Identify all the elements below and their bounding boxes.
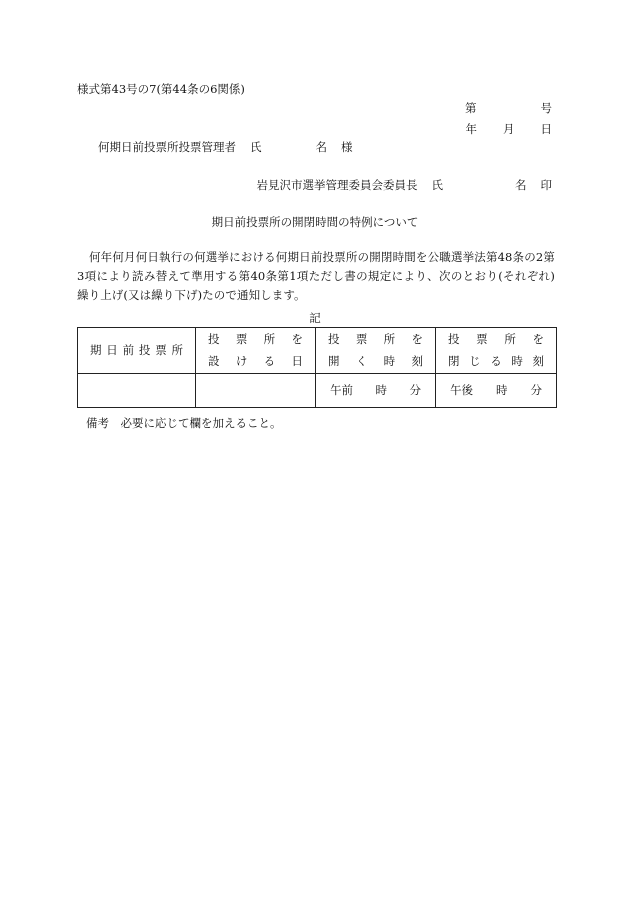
header-cell-open-day [196, 328, 316, 374]
table-header-row [78, 328, 557, 374]
date-day: 日 [540, 122, 552, 136]
number-suffix: 号 [540, 101, 552, 115]
addressee [98, 142, 353, 154]
header-open-time-line2: 開 く 時 刻 [328, 353, 423, 368]
form-id: 様式第43号の7(第44条の6関係) [77, 82, 245, 96]
header-cell-close-time [436, 328, 557, 374]
table-row [78, 374, 557, 408]
document-title: 期日前投票所の開閉時間の特例について [211, 215, 419, 229]
header-venue-text: 期 日 前 投 票 所 [90, 342, 183, 357]
date-month: 月 [503, 122, 515, 136]
sender-title: 岩見沢市選挙管理委員会委員長 [256, 178, 418, 192]
addressee-mei: 名 [315, 140, 327, 154]
date-line [466, 124, 553, 136]
cell-open-day[interactable] [196, 374, 316, 408]
note: 備考 必要に応じて欄を加えること。 [86, 416, 282, 430]
cell-open-time[interactable] [316, 374, 436, 408]
header-close-time-line1: 投 票 所 を [448, 332, 544, 346]
addressee-title: 何期日前投票所投票管理者 [98, 140, 236, 154]
date-year: 年 [465, 122, 477, 136]
sender-mei: 名 [515, 178, 527, 192]
open-time-text: 午前 時 分 [330, 382, 421, 397]
header-open-day-line2: 設 け る 日 [208, 353, 303, 368]
close-time-text: 午後 時 分 [450, 382, 542, 397]
header-open-day-line1: 投 票 所 を [208, 332, 303, 346]
document-number-line [465, 103, 552, 115]
sender [257, 180, 553, 192]
cell-close-time[interactable] [436, 374, 557, 408]
addressee-sama: 様 [341, 140, 353, 154]
ki-heading: 記 [309, 311, 321, 325]
sender-shi: 氏 [431, 178, 443, 192]
body-paragraph: 何年何月何日執行の何選挙における何期日前投票所の開閉時間を公職選挙法第48条の2第3項により読み替えて準用する第40条第1項ただし書の規定により、次のとおり(それぞれ)繰り上げ(又は繰り下げ)たので通知します。 [77, 250, 555, 302]
cell-venue[interactable] [78, 374, 196, 408]
header-cell-open-time [316, 328, 436, 374]
header-close-time-line2: 閉 じ る 時 刻 [448, 353, 544, 368]
header-open-time-line1: 投 票 所 を [328, 332, 423, 346]
number-prefix: 第 [465, 101, 477, 115]
schedule-table [77, 327, 557, 408]
addressee-shi: 氏 [250, 140, 262, 154]
sender-in: 印 [540, 178, 552, 192]
header-cell-venue [78, 328, 196, 374]
